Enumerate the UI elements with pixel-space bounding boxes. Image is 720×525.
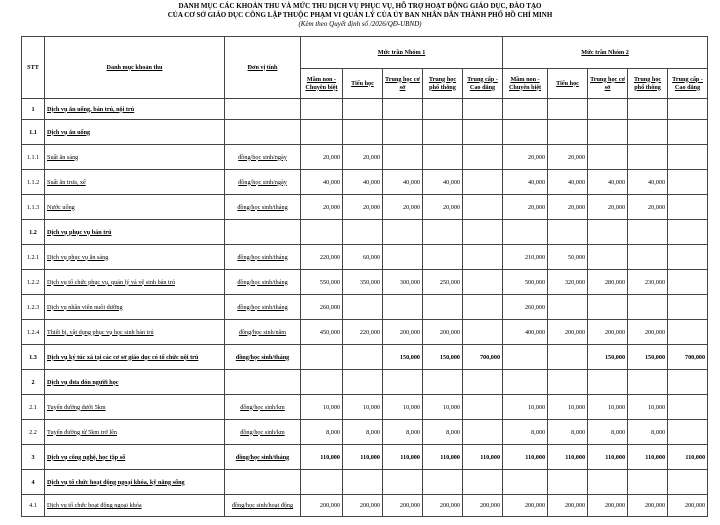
group2-value: 200,000 [548, 320, 588, 345]
group2-value: 110,000 [503, 445, 548, 470]
group2-value [668, 120, 708, 145]
group2-value: 20,000 [503, 145, 548, 170]
group1-value [383, 145, 423, 170]
group2-value: 200,000 [668, 495, 708, 517]
group2-value: 40,000 [548, 170, 588, 195]
row-item-name: Dịch vụ tổ chức hoạt động ngoại khóa, kỹ năng sống [45, 470, 225, 495]
group1-value [343, 220, 383, 245]
group2-value [628, 220, 668, 245]
group2-value [628, 470, 668, 495]
group1-value [423, 145, 463, 170]
group2-value: 10,000 [548, 395, 588, 420]
group2-value [588, 245, 628, 270]
group1-value: 150,000 [423, 345, 463, 370]
group2-value [503, 345, 548, 370]
group2-value: 260,000 [503, 295, 548, 320]
row-stt: 2.1 [22, 395, 45, 420]
row-unit [225, 370, 301, 395]
group1-value [301, 220, 343, 245]
row-stt: 1.2.2 [22, 270, 45, 295]
group2-value: 110,000 [548, 445, 588, 470]
table-row [22, 170, 708, 195]
row-item-name: Tuyến đường dưới 5km [45, 395, 225, 420]
group2-value: 20,000 [503, 195, 548, 220]
group1-value: 8,000 [301, 420, 343, 445]
row-unit: đồng/học sinh/tháng [225, 445, 301, 470]
table-row [22, 345, 708, 370]
group2-value [548, 370, 588, 395]
group1-value [383, 220, 423, 245]
group1-value: 110,000 [383, 445, 423, 470]
row-item-name: Dịch vụ ký túc xá tại các cơ sở giáo dục có tổ chức nội trú [45, 345, 225, 370]
group1-value [463, 295, 503, 320]
row-stt: 2 [22, 370, 45, 395]
group1-value [343, 120, 383, 145]
group2-value [668, 99, 708, 120]
group2-value [548, 470, 588, 495]
group2-value: 200,000 [588, 320, 628, 345]
group1-value: 20,000 [301, 195, 343, 220]
row-unit [225, 220, 301, 245]
col-level-2-1: Mầm non - Chuyên biệt [503, 69, 548, 99]
fee-table [21, 36, 708, 517]
table-row [22, 470, 708, 495]
group2-value: 200,000 [628, 320, 668, 345]
group2-value [668, 195, 708, 220]
group2-value: 8,000 [588, 420, 628, 445]
col-stt: STT [22, 37, 45, 99]
group1-value: 110,000 [343, 445, 383, 470]
row-unit [225, 99, 301, 120]
group1-value [463, 120, 503, 145]
group1-value [463, 420, 503, 445]
group1-value: 220,000 [343, 320, 383, 345]
group1-value [383, 245, 423, 270]
group1-value: 110,000 [301, 445, 343, 470]
group2-value: 20,000 [588, 195, 628, 220]
group1-value: 350,000 [343, 270, 383, 295]
group1-value [463, 245, 503, 270]
group2-value [668, 395, 708, 420]
group2-value [588, 145, 628, 170]
group2-value: 200,000 [588, 495, 628, 517]
group1-value: 40,000 [301, 170, 343, 195]
group1-value: 10,000 [301, 395, 343, 420]
group2-value [668, 170, 708, 195]
group2-value: 700,000 [668, 345, 708, 370]
group2-value: 10,000 [628, 395, 668, 420]
group1-value [301, 345, 343, 370]
group1-value [343, 295, 383, 320]
group1-value: 550,000 [301, 270, 343, 295]
row-unit: đồng/học sinh/năm [225, 320, 301, 345]
group2-value [668, 420, 708, 445]
row-unit: đồng/học sinh/tháng [225, 295, 301, 320]
group2-value [503, 470, 548, 495]
group1-value [383, 120, 423, 145]
row-stt: 4 [22, 470, 45, 495]
row-item-name: Dịch vụ phục vụ bán trú [45, 220, 225, 245]
row-item-name: Suất ăn sáng [45, 145, 225, 170]
document-header [0, 0, 720, 29]
group2-value: 320,000 [548, 270, 588, 295]
group1-value: 20,000 [423, 195, 463, 220]
group2-value [588, 120, 628, 145]
group1-value [463, 320, 503, 345]
group1-value: 220,000 [301, 245, 343, 270]
group2-value: 150,000 [588, 345, 628, 370]
group1-value: 200,000 [383, 320, 423, 345]
row-unit [225, 120, 301, 145]
group2-value [548, 345, 588, 370]
table-row [22, 395, 708, 420]
group2-value [503, 220, 548, 245]
table-row [22, 420, 708, 445]
group2-value [548, 99, 588, 120]
group2-value [548, 220, 588, 245]
group1-value: 150,000 [383, 345, 423, 370]
group1-value [343, 470, 383, 495]
row-unit: đồng/học sinh/ngày [225, 170, 301, 195]
col-level-2-2: Tiểu học [548, 69, 588, 99]
group2-value: 20,000 [548, 195, 588, 220]
group1-value: 200,000 [423, 320, 463, 345]
group1-value: 8,000 [423, 420, 463, 445]
table-row [22, 245, 708, 270]
col-level-2-4: Trung học phổ thông [628, 69, 668, 99]
row-stt: 1 [22, 99, 45, 120]
group1-value [463, 220, 503, 245]
row-item-name: Dịch vụ tổ chức hoạt động ngoại khóa [45, 495, 225, 517]
group2-value: 400,000 [503, 320, 548, 345]
group1-value [383, 470, 423, 495]
group2-value: 200,000 [628, 495, 668, 517]
col-group-1: Mức trần Nhóm 1 [301, 37, 503, 69]
group1-value [301, 120, 343, 145]
row-stt: 1.2.4 [22, 320, 45, 345]
row-stt: 1.1.3 [22, 195, 45, 220]
table-row [22, 120, 708, 145]
row-unit: đồng/học sinh/km [225, 395, 301, 420]
row-stt: 3 [22, 445, 45, 470]
row-unit: đồng/học sinh/tháng [225, 245, 301, 270]
group1-value: 450,000 [301, 320, 343, 345]
group1-value [463, 99, 503, 120]
row-item-name: Dịch vụ phục vụ ăn sáng [45, 245, 225, 270]
group1-value [423, 245, 463, 270]
group2-value [548, 295, 588, 320]
group1-value: 8,000 [383, 420, 423, 445]
row-item-name: Dịch vụ ăn uống, bán trú, nội trú [45, 99, 225, 120]
group2-value [628, 145, 668, 170]
group2-value: 8,000 [548, 420, 588, 445]
group1-value [301, 370, 343, 395]
row-stt: 1.1.2 [22, 170, 45, 195]
row-stt: 1.2.1 [22, 245, 45, 270]
group2-value: 20,000 [628, 195, 668, 220]
group1-value: 200,000 [463, 495, 503, 517]
group2-value [503, 99, 548, 120]
table-row [22, 495, 708, 517]
group1-value: 60,000 [343, 245, 383, 270]
row-unit: đồng/học sinh/tháng [225, 345, 301, 370]
table-row [22, 220, 708, 245]
group1-value [301, 99, 343, 120]
row-item-name: Thiết bị, vật dụng phục vụ học sinh bán trú [45, 320, 225, 345]
group1-value [383, 295, 423, 320]
group1-value [423, 295, 463, 320]
row-item-name: Tuyến đường từ 5km trở lên [45, 420, 225, 445]
group1-value [463, 370, 503, 395]
row-stt: 2.2 [22, 420, 45, 445]
group1-value: 20,000 [301, 145, 343, 170]
group2-value [548, 120, 588, 145]
group1-value: 200,000 [343, 495, 383, 517]
table-row [22, 99, 708, 120]
col-group-2: Mức trần Nhóm 2 [503, 37, 708, 69]
row-item-name: Dịch vụ nhân viên nuôi dưỡng [45, 295, 225, 320]
group2-value: 40,000 [588, 170, 628, 195]
group1-value: 8,000 [343, 420, 383, 445]
group2-value: 10,000 [588, 395, 628, 420]
group2-value [668, 470, 708, 495]
table-row [22, 195, 708, 220]
group2-value: 280,000 [588, 270, 628, 295]
group1-value: 10,000 [423, 395, 463, 420]
table-row [22, 145, 708, 170]
table-row [22, 320, 708, 345]
group1-value [423, 470, 463, 495]
col-level-1-4: Trung học phổ thông [423, 69, 463, 99]
row-item-name: Dịch vụ công nghệ, học tập số [45, 445, 225, 470]
group2-value [588, 220, 628, 245]
group2-value [668, 145, 708, 170]
group2-value: 200,000 [503, 495, 548, 517]
group1-value [343, 345, 383, 370]
group1-value [343, 99, 383, 120]
group2-value: 40,000 [628, 170, 668, 195]
group2-value [668, 245, 708, 270]
row-item-name: Dịch vụ ăn uống [45, 120, 225, 145]
group2-value: 50,000 [548, 245, 588, 270]
group2-value [503, 370, 548, 395]
group1-value: 20,000 [343, 145, 383, 170]
group1-value [343, 370, 383, 395]
group2-value [628, 99, 668, 120]
col-level-1-1: Mầm non - Chuyên biệt [301, 69, 343, 99]
group1-value: 200,000 [423, 495, 463, 517]
group1-value [423, 99, 463, 120]
row-unit [225, 470, 301, 495]
row-unit: đồng/học sinh/tháng [225, 195, 301, 220]
group1-value: 200,000 [301, 495, 343, 517]
row-item-name: Dịch vụ tổ chức phục vụ, quản lý và vệ sinh bán trú [45, 270, 225, 295]
row-stt: 1.3 [22, 345, 45, 370]
group1-value [383, 99, 423, 120]
title-line-1: DANH MỤC CÁC KHOẢN THU VÀ MỨC THU DỊCH VỤ PHỤC VỤ, HỖ TRỢ HOẠT ĐỘNG GIÁO DỤC, ĐÀO TẠO [178, 2, 542, 10]
group2-value [628, 120, 668, 145]
group2-value: 230,000 [628, 270, 668, 295]
table-row [22, 370, 708, 395]
group2-value [668, 370, 708, 395]
title-line-2: CỦA CƠ SỞ GIÁO DỤC CÔNG LẬP THUỘC PHẠM VI QUẢN LÝ CỦA ỦY BAN NHÂN DÂN THÀNH PHỐ HỒ CHÍ MINH [167, 11, 553, 19]
group2-value [628, 295, 668, 320]
group1-value: 40,000 [423, 170, 463, 195]
group2-value: 200,000 [548, 495, 588, 517]
group1-value [423, 120, 463, 145]
group2-value: 110,000 [628, 445, 668, 470]
group1-value: 40,000 [343, 170, 383, 195]
group2-value: 20,000 [548, 145, 588, 170]
decision-reference: (Kèm theo Quyết định số /2026/QĐ-UBND) [298, 20, 422, 28]
table-row [22, 270, 708, 295]
group1-value [463, 470, 503, 495]
group1-value: 110,000 [463, 445, 503, 470]
group2-value: 150,000 [628, 345, 668, 370]
group1-value: 300,000 [383, 270, 423, 295]
group1-value [301, 470, 343, 495]
group1-value [423, 220, 463, 245]
row-stt: 1.2 [22, 220, 45, 245]
group1-value: 20,000 [343, 195, 383, 220]
row-stt: 4.1 [22, 495, 45, 517]
row-unit: đồng/học sinh/hoạt động [225, 495, 301, 517]
group2-value [628, 245, 668, 270]
group1-value: 20,000 [383, 195, 423, 220]
col-level-1-3: Trung học cơ sở [383, 69, 423, 99]
col-level-1-5: Trung cấp - Cao đẳng [463, 69, 503, 99]
group1-value: 10,000 [383, 395, 423, 420]
col-unit: Đơn vị tính [225, 37, 301, 99]
col-level-1-2: Tiểu học [343, 69, 383, 99]
group1-value [463, 195, 503, 220]
group2-value: 8,000 [503, 420, 548, 445]
row-stt: 1.2.3 [22, 295, 45, 320]
col-level-2-3: Trung học cơ sở [588, 69, 628, 99]
group1-value [383, 370, 423, 395]
group2-value [628, 370, 668, 395]
col-level-2-5: Trung cấp - Cao đẳng [668, 69, 708, 99]
group2-value [503, 120, 548, 145]
group2-value: 110,000 [588, 445, 628, 470]
group2-value: 8,000 [628, 420, 668, 445]
group2-value: 110,000 [668, 445, 708, 470]
group2-value: 210,000 [503, 245, 548, 270]
row-item-name: Suất ăn trưa, xế [45, 170, 225, 195]
group2-value: 500,000 [503, 270, 548, 295]
row-item-name: Dịch vụ đưa đón người học [45, 370, 225, 395]
group2-value [668, 295, 708, 320]
group1-value: 110,000 [423, 445, 463, 470]
row-unit: đồng/học sinh/ngày [225, 145, 301, 170]
row-stt: 1.1 [22, 120, 45, 145]
group1-value [463, 145, 503, 170]
table-row [22, 445, 708, 470]
group1-value: 700,000 [463, 345, 503, 370]
group2-value [588, 99, 628, 120]
group2-value: 10,000 [503, 395, 548, 420]
group1-value [463, 170, 503, 195]
row-unit: đồng/học sinh/tháng [225, 270, 301, 295]
group1-value: 260,000 [301, 295, 343, 320]
group2-value [588, 370, 628, 395]
group2-value [588, 470, 628, 495]
row-item-name: Nước uống [45, 195, 225, 220]
group1-value [423, 370, 463, 395]
group2-value: 40,000 [503, 170, 548, 195]
group2-value [668, 220, 708, 245]
row-stt: 1.1.1 [22, 145, 45, 170]
group2-value [668, 320, 708, 345]
group1-value: 40,000 [383, 170, 423, 195]
group1-value: 250,000 [423, 270, 463, 295]
group1-value [463, 395, 503, 420]
table-row [22, 295, 708, 320]
col-item: Danh mục khoản thu [45, 37, 225, 99]
group2-value [668, 270, 708, 295]
group1-value: 200,000 [383, 495, 423, 517]
group1-value [463, 270, 503, 295]
group2-value [588, 295, 628, 320]
row-unit: đồng/học sinh/km [225, 420, 301, 445]
group1-value: 10,000 [343, 395, 383, 420]
